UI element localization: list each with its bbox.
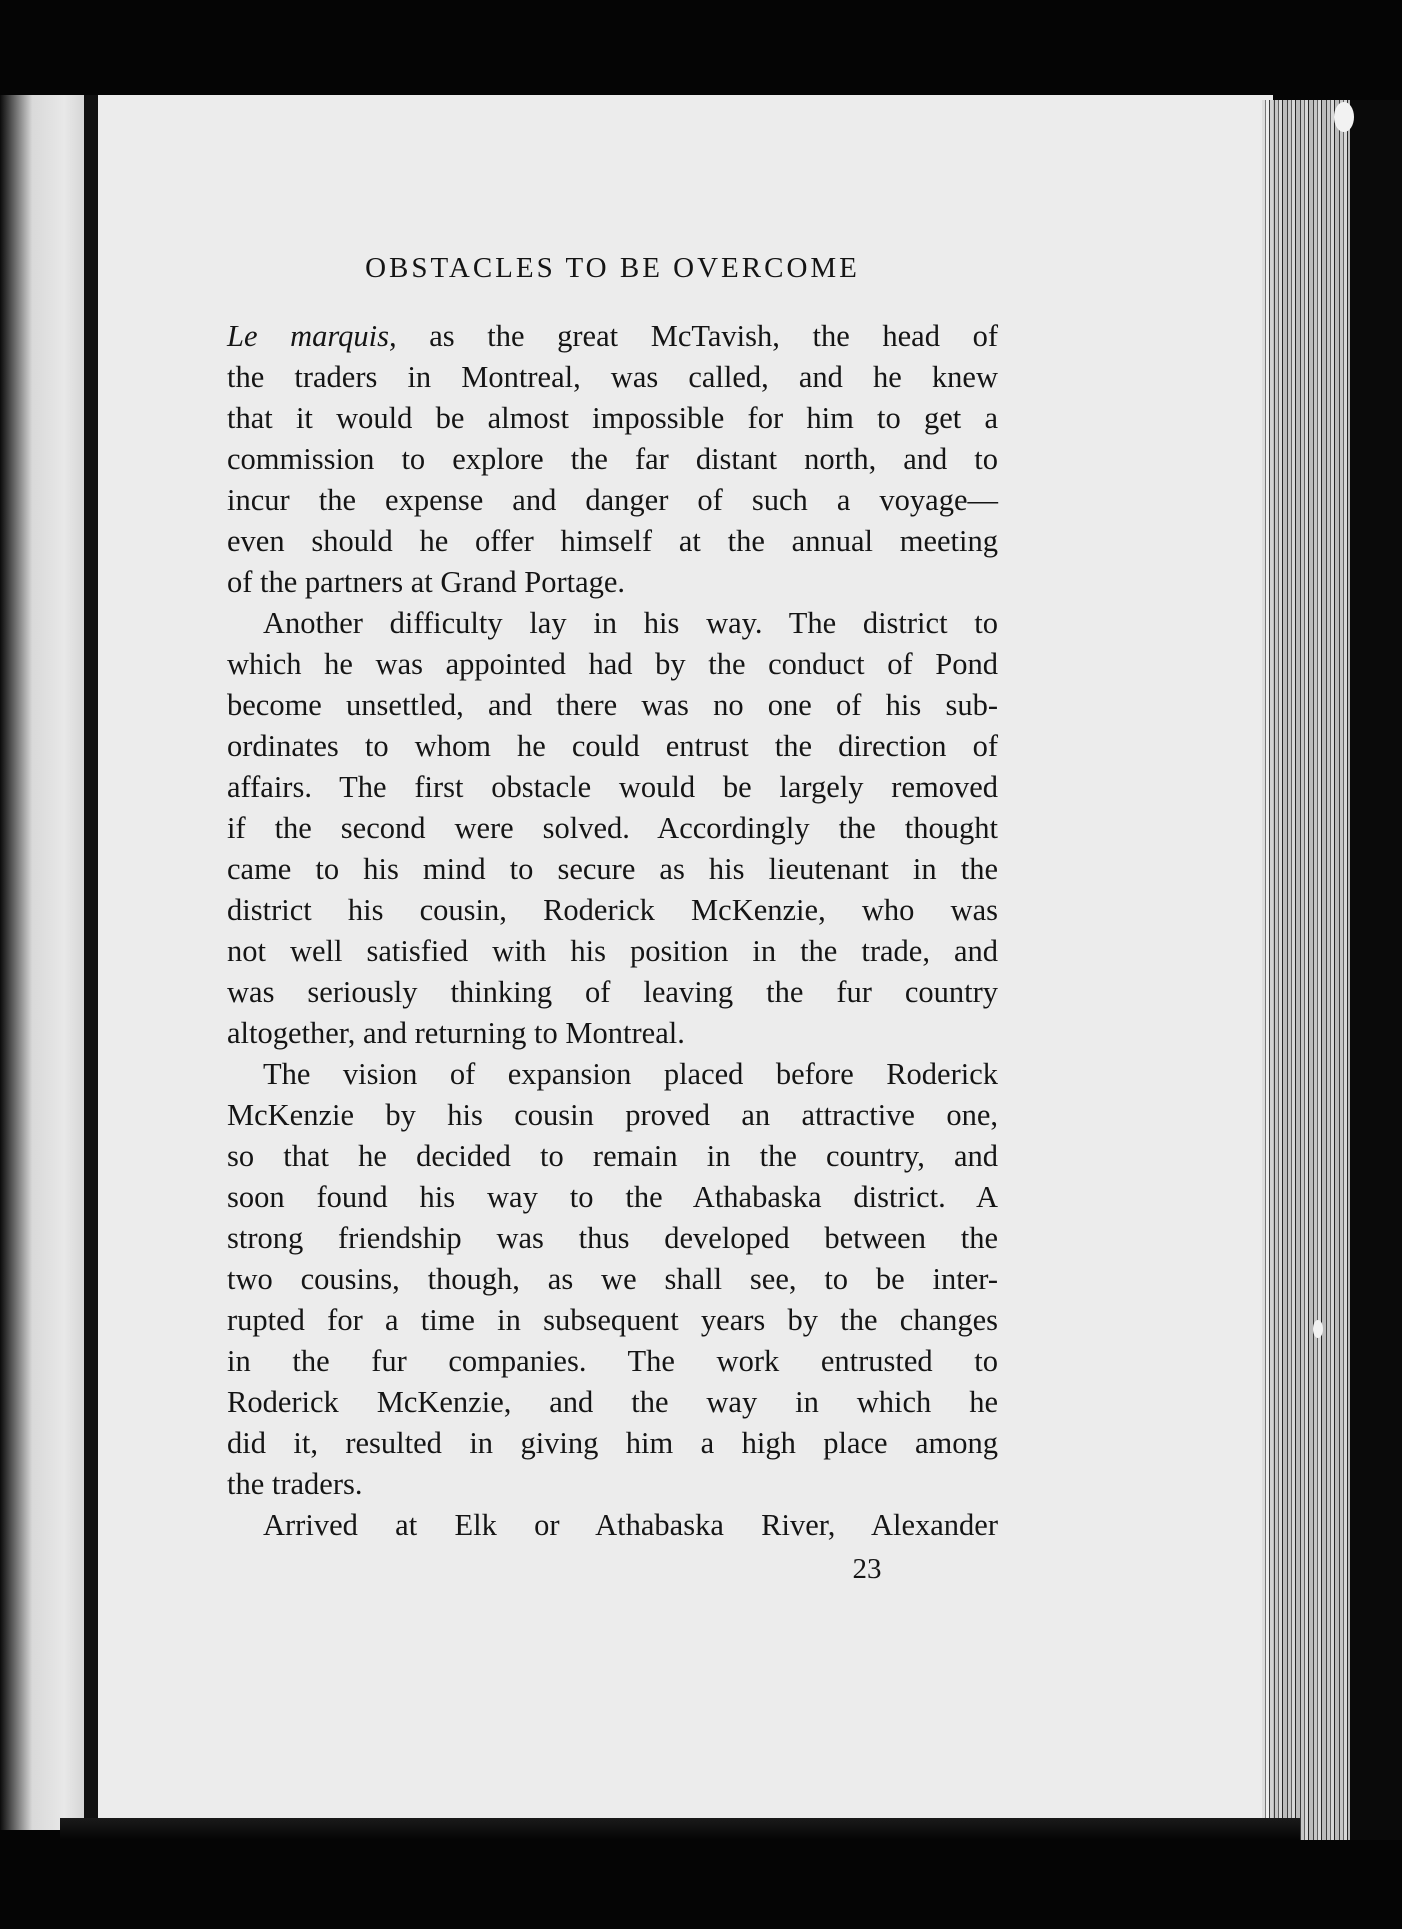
text-line: the traders in Montreal, was called, and he knew bbox=[227, 360, 998, 394]
text-line: strong friendship was thus developed between the bbox=[227, 1221, 998, 1255]
scan-speck bbox=[1334, 102, 1354, 132]
text-line: rupted for a time in subsequent years by the changes bbox=[227, 1303, 998, 1337]
scan-speck bbox=[1313, 1320, 1323, 1338]
line-text: as the great McTavish, the head of bbox=[396, 319, 998, 353]
text-line: of the partners at Grand Portage. bbox=[227, 565, 626, 599]
text-line: even should he offer himself at the annual meeting bbox=[227, 524, 998, 558]
text-line: soon found his way to the Athabaska district. A bbox=[227, 1180, 998, 1214]
text-line: altogether, and returning to Montreal. bbox=[227, 1016, 685, 1050]
book-gutter bbox=[84, 95, 98, 1825]
text-line bbox=[227, 316, 998, 356]
text-line: was seriously thinking of leaving the fur country bbox=[227, 975, 998, 1009]
text-line: if the second were solved. Accordingly the thought bbox=[227, 811, 998, 845]
text-line: two cousins, though, as we shall see, to be inter- bbox=[227, 1262, 998, 1296]
text-line: not well satisfied with his position in the trade, and bbox=[227, 934, 998, 968]
text-line: The vision of expansion placed before Roderick bbox=[263, 1057, 998, 1091]
text-line: affairs. The first obstacle would be largely removed bbox=[227, 770, 998, 804]
text-line: Roderick McKenzie, and the way in which he bbox=[227, 1385, 998, 1419]
text-line: Another difficulty lay in his way. The district to bbox=[263, 606, 998, 640]
left-page-edge bbox=[0, 95, 92, 1830]
italic-phrase: Le marquis, bbox=[227, 319, 397, 353]
text-line: district his cousin, Roderick McKenzie, who was bbox=[227, 893, 998, 927]
text-line: that it would be almost impossible for him to get a bbox=[227, 401, 998, 435]
text-line: so that he decided to remain in the country, and bbox=[227, 1139, 998, 1173]
running-head: OBSTACLES TO BE OVERCOME bbox=[365, 252, 860, 284]
text-line: commission to explore the far distant north, and to bbox=[227, 442, 998, 476]
text-line: Arrived at Elk or Athabaska River, Alexander bbox=[263, 1508, 998, 1542]
text-line: ordinates to whom he could entrust the direction of bbox=[227, 729, 998, 763]
text-line: the traders. bbox=[227, 1467, 363, 1501]
page-fore-edge bbox=[1262, 100, 1352, 1840]
text-line: McKenzie by his cousin proved an attractive one, bbox=[227, 1098, 998, 1132]
text-line: become unsettled, and there was no one of his sub- bbox=[227, 688, 998, 722]
scan-background-right bbox=[1350, 100, 1402, 1840]
text-line: came to his mind to secure as his lieutenant in the bbox=[227, 852, 998, 886]
page-bottom-shadow bbox=[60, 1818, 1300, 1840]
text-line: in the fur companies. The work entrusted to bbox=[227, 1344, 998, 1378]
text-line: which he was appointed had by the conduct of Pond bbox=[227, 647, 998, 681]
text-line: incur the expense and danger of such a voyage— bbox=[227, 483, 998, 517]
text-line: did it, resulted in giving him a high place among bbox=[227, 1426, 998, 1460]
page-number: 23 bbox=[852, 1553, 882, 1585]
